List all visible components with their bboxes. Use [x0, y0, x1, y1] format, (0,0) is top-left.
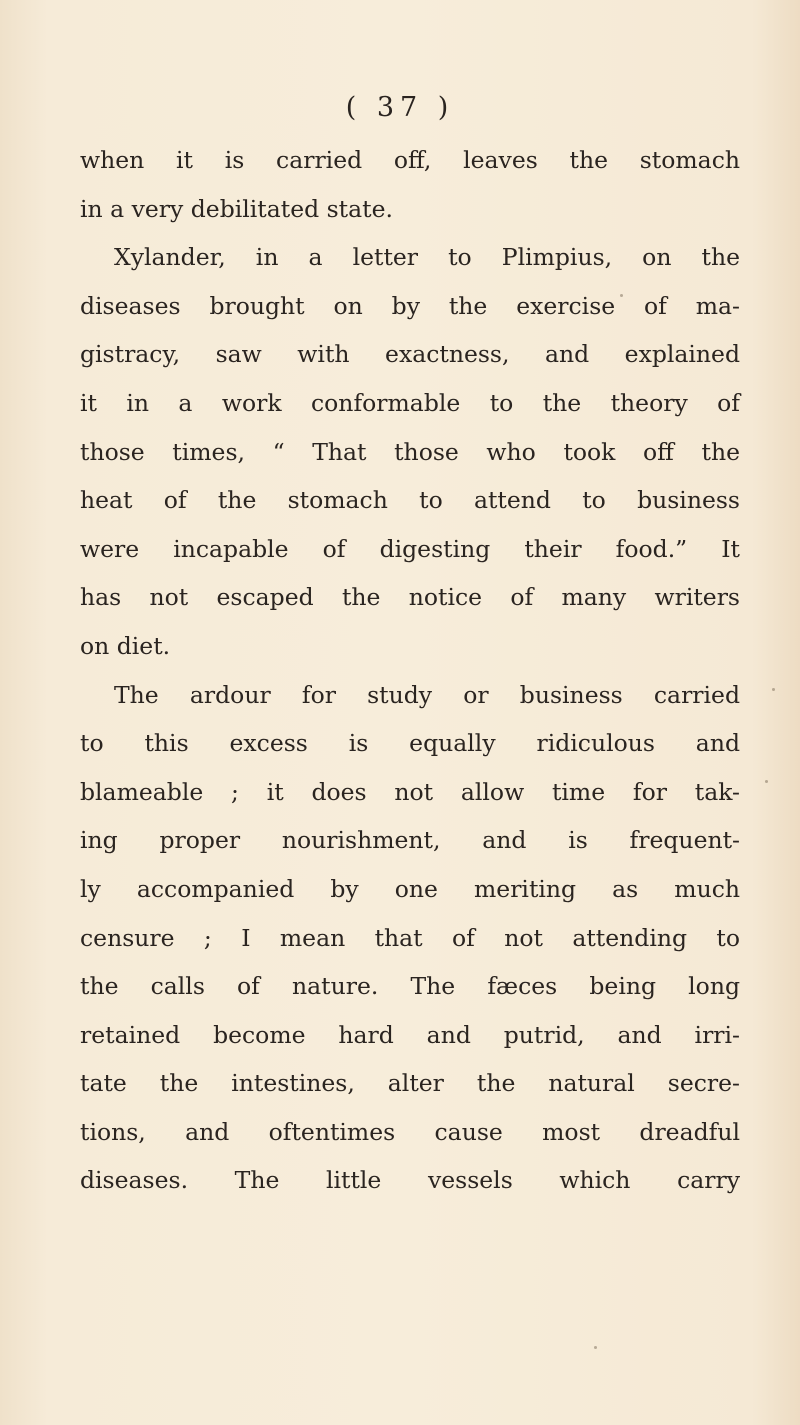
text-line: the calls of nature. The fæces being long: [80, 972, 740, 1001]
text-line: those times, “ That those who took off the: [80, 437, 740, 466]
text-line: were incapable of digesting their food.” It: [80, 534, 740, 563]
text-line: on diet.: [80, 631, 171, 660]
paper-speck: [765, 780, 768, 783]
body-text: [80, 136, 740, 1205]
paper-speck: [620, 294, 623, 297]
text-line: when it is carried off, leaves the stomach: [80, 146, 740, 174]
paper-speck: [772, 688, 775, 691]
text-line: diseases brought on by the exercise of ma-: [80, 291, 740, 320]
text-line: tions, and oftentimes cause most dreadful: [80, 1117, 740, 1146]
text-line: The ardour for study or business carried: [114, 680, 740, 709]
text-line: ing proper nourishment, and is frequent-: [80, 826, 740, 855]
page-number: ( 37 ): [345, 92, 455, 123]
text-line: tate the intestines, alter the natural secre-: [80, 1069, 740, 1098]
text-line: it in a work conformable to the theory of: [80, 388, 740, 417]
text-line: retained become hard and putrid, and irri-: [80, 1020, 740, 1049]
text-line: to this excess is equally ridiculous and: [80, 729, 740, 758]
text-line: ly accompanied by one meriting as much: [80, 874, 740, 903]
text-line: censure ; I mean that of not attending to: [80, 923, 740, 952]
text-line: has not escaped the notice of many writers: [80, 583, 740, 612]
text-line: in a very debilitated state.: [80, 194, 393, 223]
text-line: diseases. The little vessels which carry: [80, 1166, 740, 1195]
text-line: blameable ; it does not allow time for tak-: [80, 777, 740, 806]
text-line: gistracy, saw with exactness, and explained: [80, 340, 740, 369]
text-line: Xylander, in a letter to Plimpius, on the: [114, 243, 740, 272]
paper-speck: [594, 1346, 597, 1349]
text-line: heat of the stomach to attend to business: [80, 486, 740, 515]
